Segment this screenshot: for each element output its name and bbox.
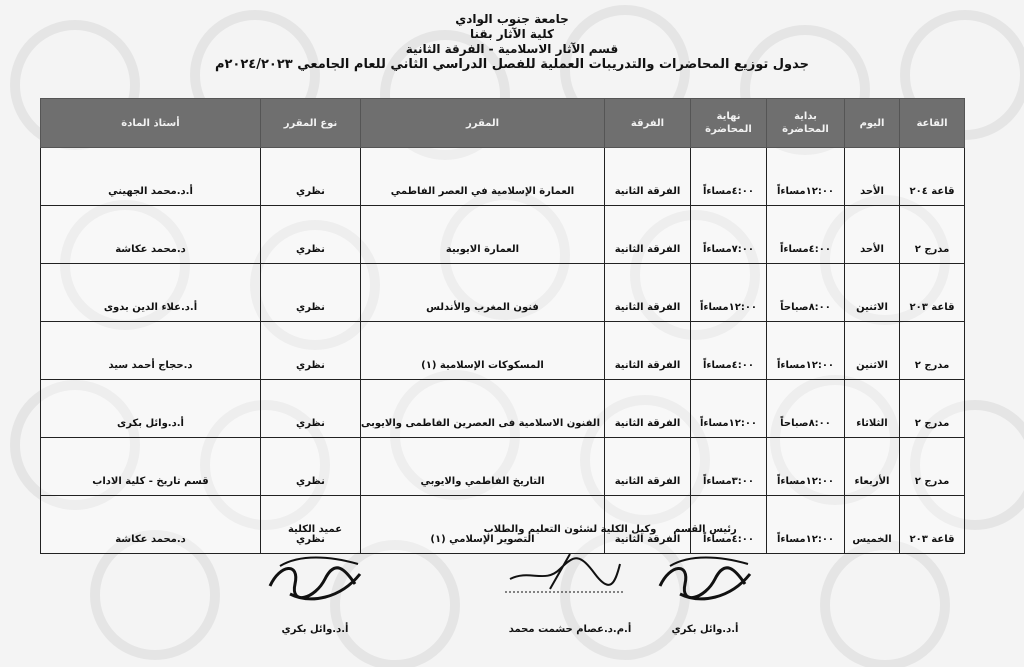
university-name: جامعة جنوب الوادي [455, 12, 569, 26]
cell-type: نظري [261, 148, 361, 206]
department-name: قسم الآثار الاسلامية - الفرقة الثانية [405, 42, 619, 56]
cell-room: قاعة ٢٠٤ [900, 148, 965, 206]
cell-course: الفنون الاسلامية فى العصرين الفاطمى والايوبى [361, 380, 605, 438]
cell-day: الأربعاء [845, 438, 900, 496]
vice-dean-signature-block [470, 524, 670, 667]
cell-level: الفرقة الثانية [605, 380, 691, 438]
cell-level: الفرقة الثانية [605, 438, 691, 496]
schedule-table [40, 98, 965, 554]
cell-course: المسكوكات الإسلامية (١) [361, 322, 605, 380]
cell-course: التصوير الإسلامي (١) [361, 496, 605, 554]
cell-day: الاثنين [845, 322, 900, 380]
col-header-level: الفرقة [605, 99, 691, 148]
cell-prof: أ.د.محمد الجهيني [41, 148, 261, 206]
signatures-area [0, 524, 1024, 667]
col-header-end: نهاية المحاضرة [691, 99, 767, 148]
cell-end: ٧:٠٠مساءاً [691, 206, 767, 264]
cell-type: نظري [261, 380, 361, 438]
cell-type: نظري [261, 264, 361, 322]
col-header-room: القاعة [900, 99, 965, 148]
cell-prof: قسم تاريخ - كلية الاداب [41, 438, 261, 496]
faculty-name: كلية الآثار بقنا [470, 27, 554, 41]
cell-room: مدرج ٢ [900, 380, 965, 438]
cell-level: الفرقة الثانية [605, 264, 691, 322]
col-header-day: اليوم [845, 99, 900, 148]
cell-end: ١٢:٠٠مساءاً [691, 380, 767, 438]
cell-type: نظري [261, 438, 361, 496]
handwritten-signature [500, 544, 630, 604]
dean-title: عميد الكلية [287, 524, 343, 535]
cell-prof: أ.د.علاء الدين بدوى [41, 264, 261, 322]
cell-end: ٤:٠٠مساءاً [691, 148, 767, 206]
col-header-start: بداية المحاضرة [767, 99, 845, 148]
cell-level: الفرقة الثانية [605, 148, 691, 206]
col-header-type: نوع المقرر [261, 99, 361, 148]
dean-signature-block [250, 524, 380, 667]
cell-end: ١٢:٠٠مساءاً [691, 264, 767, 322]
cell-type: نظري [261, 322, 361, 380]
cell-day: الأحد [845, 206, 900, 264]
table-row [41, 438, 965, 496]
table-row [41, 322, 965, 380]
cell-end: ٤:٠٠مساءاً [691, 496, 767, 554]
cell-prof: د.حجاج أحمد سيد [41, 322, 261, 380]
handwritten-signature [260, 544, 370, 614]
cell-course: فنون المغرب والأندلس [361, 264, 605, 322]
cell-room: مدرج ٢ [900, 438, 965, 496]
cell-end: ٤:٠٠مساءاً [691, 322, 767, 380]
col-header-course: المقرر [361, 99, 605, 148]
cell-type: نظري [261, 206, 361, 264]
cell-start: ٨:٠٠صباحاً [767, 380, 845, 438]
cell-room: مدرج ٢ [900, 322, 965, 380]
dean-name: أ.د.وائل بكري [281, 624, 349, 635]
vice-name: أ.م.د.عصام حشمت محمد [508, 624, 632, 635]
cell-day: الخميس [845, 496, 900, 554]
table-row [41, 206, 965, 264]
cell-level: الفرقة الثانية [605, 496, 691, 554]
cell-start: ١٢:٠٠مساءاً [767, 322, 845, 380]
cell-day: الاثنين [845, 264, 900, 322]
head-title: رئيس القسم [673, 524, 737, 535]
cell-course: التاريخ الفاطمي والايوبي [361, 438, 605, 496]
cell-course: العمارة الايوبية [361, 206, 605, 264]
vice-title: وكيل الكلية لشئون التعليم والطلاب [483, 524, 657, 535]
table-row [41, 264, 965, 322]
cell-start: ٤:٠٠مساءاً [767, 206, 845, 264]
cell-level: الفرقة الثانية [605, 206, 691, 264]
document-header [0, 12, 1024, 72]
cell-prof: أ.د.وائل بكرى [41, 380, 261, 438]
schedule-title: جدول توزيع المحاضرات والتدريبات العملية للفصل الدراسي الثاني للعام الجامعي ٢٠٢٤/٢٠٢٣م [214, 57, 810, 72]
cell-day: الثلاثاء [845, 380, 900, 438]
cell-level: الفرقة الثانية [605, 322, 691, 380]
cell-start: ٨:٠٠صباحاً [767, 264, 845, 322]
cell-course: العمارة الإسلامية في العصر الفاطمي [361, 148, 605, 206]
cell-start: ١٢:٠٠مساءاً [767, 438, 845, 496]
cell-type: نظري [261, 496, 361, 554]
head-name: أ.د.وائل بكري [671, 624, 739, 635]
cell-room: قاعة ٢٠٣ [900, 496, 965, 554]
cell-day: الأحد [845, 148, 900, 206]
cell-start: ١٢:٠٠مساءاً [767, 496, 845, 554]
cell-prof: د.محمد عكاشة [41, 206, 261, 264]
cell-room: قاعة ٢٠٣ [900, 264, 965, 322]
table-row [41, 380, 965, 438]
table-header-row [41, 99, 965, 148]
cell-start: ١٢:٠٠مساءاً [767, 148, 845, 206]
cell-prof: د.محمد عكاشة [41, 496, 261, 554]
table-row [41, 148, 965, 206]
cell-room: مدرج ٢ [900, 206, 965, 264]
cell-end: ٣:٠٠مساءاً [691, 438, 767, 496]
col-header-prof: أستاذ المادة [41, 99, 261, 148]
